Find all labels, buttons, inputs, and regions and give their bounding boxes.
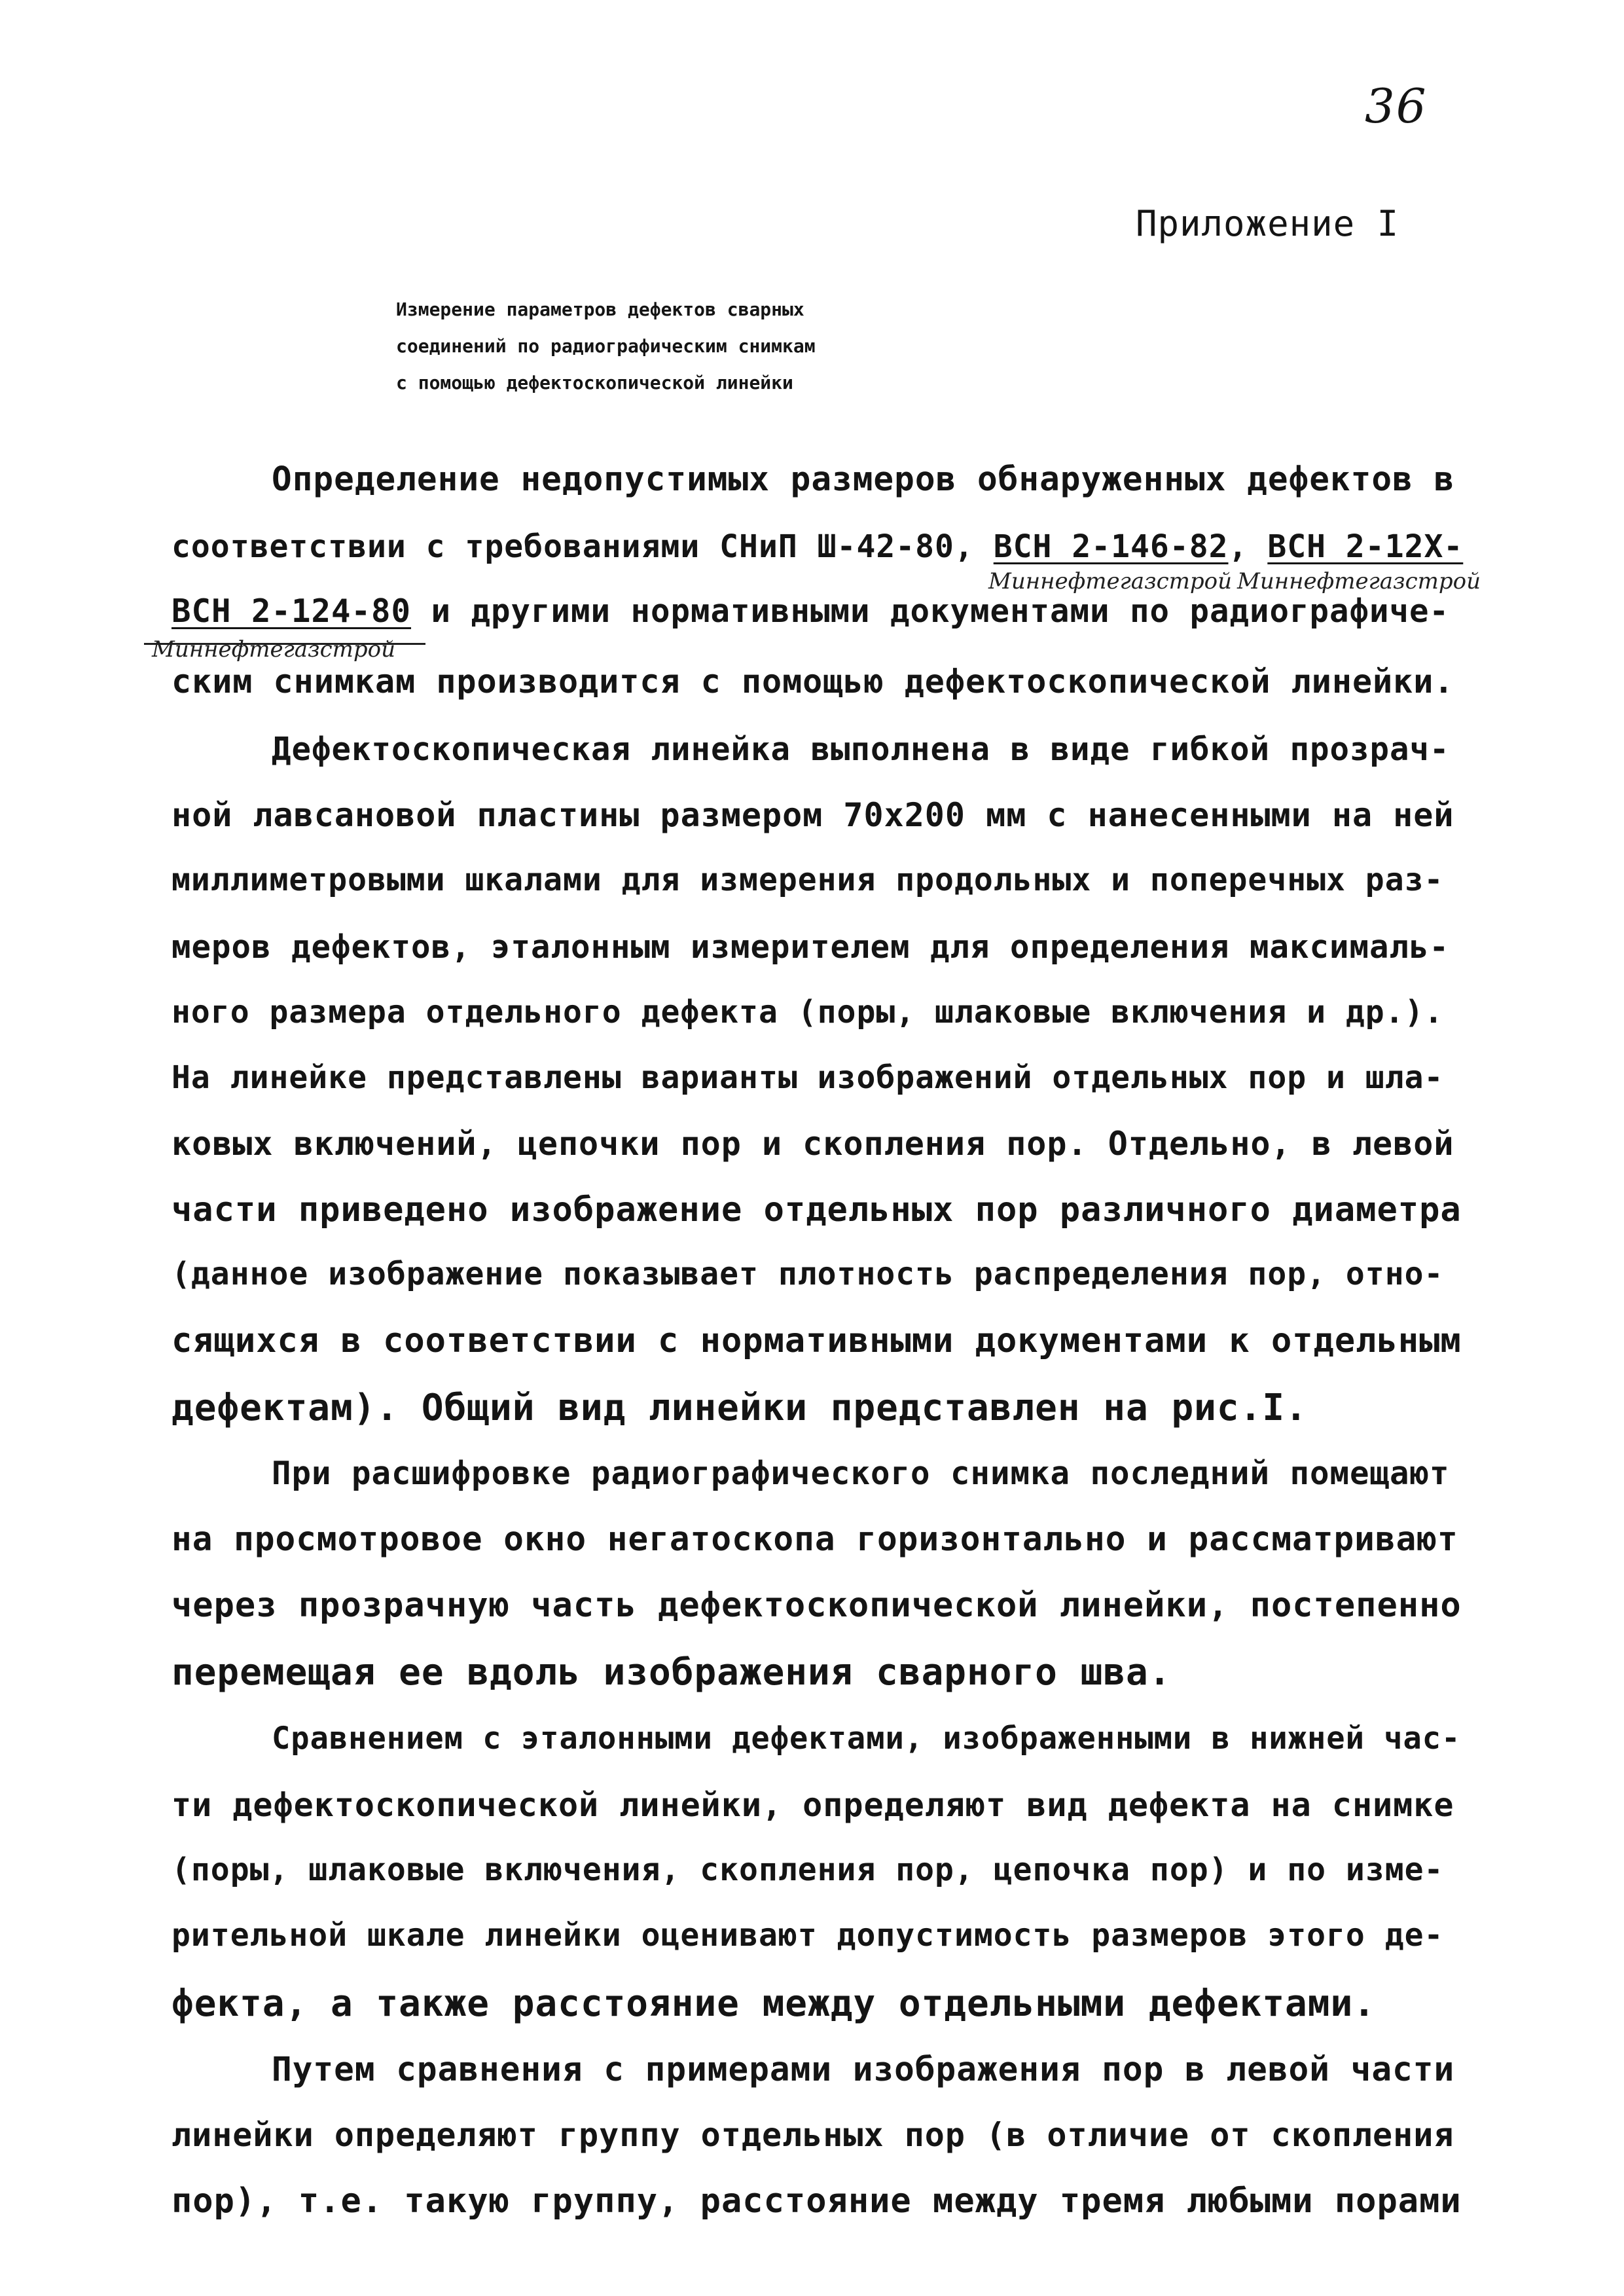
paragraph-2-line: меров дефектов, эталонным измерителем для определения максималь- xyxy=(171,928,1450,966)
document-title xyxy=(396,291,1378,401)
paragraph-1-text: соответствии с требованиями СНиП Ш-42-80, xyxy=(171,528,994,565)
paragraph-2-line: ного размера отдельного дефекта (поры, шлаковые включения и др.). xyxy=(171,994,1444,1030)
paragraph-5-line: линейки определяют группу отдельных пор (в отличие от скопления xyxy=(171,2116,1454,2154)
paragraph-3-line: на просмотровое окно негатоскопа горизонтально и рассматривают xyxy=(171,1520,1458,1559)
handwritten-note: Миннефтегазстрой xyxy=(988,568,1233,594)
paragraph-2-line: дефектам). Общий вид линейки представлен на рис.I. xyxy=(171,1387,1308,1429)
paragraph-4-line: ти дефектоскопической линейки, определяют вид дефекта на снимке xyxy=(171,1786,1454,1824)
paragraph-2-line: ной лавсановой пластины размером 70х200 мм с нанесенными на ней xyxy=(171,796,1454,834)
handwritten-note: Миннефтегазстрой xyxy=(152,636,396,663)
paragraph-2-line: Дефектоскопическая линейка выполнена в виде гибкой прозрач- xyxy=(272,731,1450,768)
reference-vsn-2-12x: ВСН 2-12Х- xyxy=(1267,528,1464,565)
reference-vsn-2-146-82: ВСН 2-146-82 xyxy=(993,528,1229,565)
paragraph-3-line: При расшифровке радиографического снимка последний помещают xyxy=(272,1455,1450,1492)
paragraph-5-line: пор), т.е. такую группу, расстояние между тремя любыми порами xyxy=(171,2181,1462,2221)
paragraph-3-line: через прозрачную часть дефектоскопической линейки, постепенно xyxy=(171,1586,1462,1625)
reference-vsn-2-124-80: ВСН 2-124-80 xyxy=(171,592,412,630)
paragraph-2-line: На линейке представлены варианты изображений отдельных пор и шла- xyxy=(171,1059,1444,1096)
appendix-label: Приложение I xyxy=(1136,203,1399,244)
paragraph-2-line: (данное изображение показывает плотность распределения пор, отно- xyxy=(171,1256,1444,1292)
title-line: Измерение параметров дефектов сварных xyxy=(396,299,804,320)
paragraph-1-line: Определение недопустимых размеров обнаруженных дефектов в xyxy=(272,460,1455,499)
paragraph-5-line: Путем сравнения с примерами изображения пор в левой части xyxy=(272,2050,1455,2089)
paragraph-4-line: (поры, шлаковые включения, скопления пор, цепочка пор) и по изме- xyxy=(171,1851,1444,1888)
paragraph-2-line: сящихся в соответствии с нормативными документами к отдельным xyxy=(171,1321,1462,1360)
paragraph-4-line: фекта, а также расстояние между отдельными дефектами. xyxy=(171,1982,1376,2025)
paragraph-1-line xyxy=(171,592,1449,630)
paragraph-1-text: и другими нормативными документами по радиографиче- xyxy=(411,592,1450,630)
paragraph-3-line: перемещая ее вдоль изображения сварного шва. xyxy=(171,1651,1172,1694)
page-number: 36 xyxy=(1365,79,1428,134)
paragraph-2-line: ковых включений, цепочки пор и скопления пор. Отдельно, в левой xyxy=(171,1125,1454,1163)
paragraph-4-line: рительной шкале линейки оценивают допустимость размеров этого де- xyxy=(171,1917,1444,1954)
handwritten-note: Миннефтегазстрой xyxy=(1237,568,1481,594)
title-line: соединений по радиографическим снимкам xyxy=(396,335,816,357)
paragraph-2-line: миллиметровыми шкалами для измерения продольных и поперечных раз- xyxy=(171,862,1444,898)
paragraph-4-line: Сравнением с эталонными дефектами, изображенными в нижней час- xyxy=(272,1721,1461,1757)
title-line: с помощью дефектоскопической линейки xyxy=(396,372,793,393)
paragraph-1-text: , xyxy=(1228,528,1268,565)
paragraph-1-line: ским снимкам производится с помощью дефектоскопической линейки. xyxy=(171,663,1454,701)
paragraph-1-line xyxy=(171,528,1463,565)
paragraph-2-line: части приведено изображение отдельных пор различного диаметра xyxy=(171,1190,1462,1230)
